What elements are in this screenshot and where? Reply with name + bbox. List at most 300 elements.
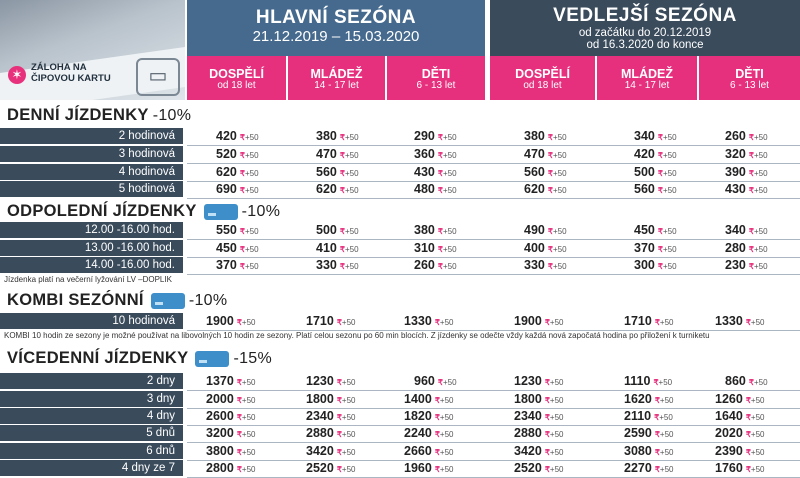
chip-card-icon: ₹ xyxy=(336,396,342,405)
chip-fee-value: +50 xyxy=(442,186,457,195)
chip-card-icon: ₹ xyxy=(748,378,754,387)
row-label xyxy=(0,460,183,476)
chip-fee xyxy=(438,227,457,236)
price-cell xyxy=(404,444,453,458)
price-cell xyxy=(524,165,567,179)
price-value: 620 xyxy=(316,182,337,196)
chip-card-icon xyxy=(204,204,238,220)
chip-fee-value: +50 xyxy=(753,227,768,236)
price-value: 1800 xyxy=(514,392,542,406)
price-cell xyxy=(414,374,457,388)
chip-fee-value: +50 xyxy=(442,151,457,160)
chip-card-icon: ₹ xyxy=(544,378,550,387)
chip-card-icon: ₹ xyxy=(745,430,751,439)
chip-fee xyxy=(545,465,564,474)
row-label-text: 4 hodinová xyxy=(118,166,175,178)
chip-fee xyxy=(654,413,673,422)
chip-fee-value: +50 xyxy=(442,227,457,236)
chip-fee xyxy=(438,133,457,142)
chip-fee-value: +50 xyxy=(659,448,674,457)
chip-card-icon: ₹ xyxy=(239,169,245,178)
chip-fee xyxy=(240,245,259,254)
chip-card-icon: ₹ xyxy=(547,169,553,178)
chip-card-icon: ₹ xyxy=(547,151,553,160)
chip-card-icon: ₹ xyxy=(657,245,663,254)
chip-fee xyxy=(240,151,259,160)
price-cell xyxy=(216,165,259,179)
price-cell xyxy=(316,258,359,272)
chip-fee xyxy=(749,245,768,254)
price-cell xyxy=(514,409,563,423)
section-title: VÍCEDENNÍ JÍZDENKY xyxy=(7,349,189,367)
price-value: 1330 xyxy=(404,314,432,328)
price-cell xyxy=(524,223,567,237)
chip-card-icon: ₹ xyxy=(547,227,553,236)
chip-card-icon: ₹ xyxy=(654,448,660,457)
chip-fee xyxy=(545,430,564,439)
chip-fee xyxy=(655,430,674,439)
price-value: 2520 xyxy=(306,461,334,475)
section-note: Jízdenka platí na večerní lyžování LV –DOPLIK xyxy=(4,275,172,284)
category-header xyxy=(597,56,697,100)
row-label xyxy=(0,181,183,197)
price-value: 2660 xyxy=(404,444,432,458)
chip-card-icon: ₹ xyxy=(654,396,660,405)
deposit-text: ZÁLOHA NA ČIPOVOU KARTU xyxy=(31,62,111,84)
price-value: 230 xyxy=(725,258,746,272)
chip-fee-value: +50 xyxy=(662,227,677,236)
chip-card-icon: ₹ xyxy=(544,430,550,439)
chip-fee xyxy=(337,465,356,474)
chip-fee-value: +50 xyxy=(662,262,677,271)
chip-fee xyxy=(658,245,677,254)
chip-card-icon: ₹ xyxy=(434,413,440,422)
price-value: 2270 xyxy=(624,461,652,475)
price-value: 370 xyxy=(634,241,655,255)
price-cell xyxy=(725,223,768,237)
chip-fee xyxy=(655,465,674,474)
row-divider xyxy=(187,390,800,391)
price-value: 450 xyxy=(216,241,237,255)
price-cell xyxy=(725,241,768,255)
price-cell xyxy=(316,241,359,255)
section-header xyxy=(7,106,191,125)
price-value: 860 xyxy=(725,374,746,388)
chip-fee xyxy=(749,169,768,178)
chip-fee xyxy=(746,413,765,422)
price-cell xyxy=(524,241,567,255)
chip-card-icon: ₹ xyxy=(544,448,550,457)
row-label xyxy=(0,146,183,162)
chip-card-icon: ₹ xyxy=(339,186,345,195)
side-season-dates-2: od 16.3.2020 do konce xyxy=(586,39,704,51)
row-label-text: 3 hodinová xyxy=(118,148,175,160)
price-value: 2600 xyxy=(206,409,234,423)
chip-card-icon: ₹ xyxy=(236,413,242,422)
price-value: 320 xyxy=(725,147,746,161)
chip-fee xyxy=(749,133,768,142)
chip-fee xyxy=(545,396,564,405)
chip-card-icon: ₹ xyxy=(547,262,553,271)
chip-fee xyxy=(340,169,359,178)
chip-card-icon: ₹ xyxy=(745,396,751,405)
price-value: 1960 xyxy=(404,461,432,475)
chip-fee-value: +50 xyxy=(241,413,256,422)
price-cell xyxy=(404,461,453,475)
chip-card-icon: ₹ xyxy=(748,245,754,254)
price-cell xyxy=(206,426,255,440)
price-cell xyxy=(725,147,768,161)
chip-fee-value: +50 xyxy=(344,133,359,142)
price-cell xyxy=(514,392,563,406)
price-cell xyxy=(216,258,259,272)
chip-fee xyxy=(340,262,359,271)
chip-card-icon: ₹ xyxy=(547,186,553,195)
chip-fee xyxy=(340,245,359,254)
chip-fee xyxy=(545,378,564,387)
price-value: 560 xyxy=(524,165,545,179)
chip-fee-value: +50 xyxy=(442,378,457,387)
chip-card-icon: ₹ xyxy=(544,465,550,474)
category-age: 14 - 17 let xyxy=(314,80,359,91)
chip-fee-value: +50 xyxy=(549,465,564,474)
price-cell xyxy=(715,426,764,440)
chip-fee-value: +50 xyxy=(549,318,564,327)
chip-fee-value: +50 xyxy=(244,227,259,236)
chip-card-icon: ₹ xyxy=(437,245,443,254)
price-value: 1400 xyxy=(404,392,432,406)
price-cell xyxy=(414,258,457,272)
chip-card-icon: ₹ xyxy=(336,413,342,422)
price-value: 1110 xyxy=(624,374,651,388)
chip-card-icon: ₹ xyxy=(547,133,553,142)
price-cell xyxy=(524,129,567,143)
chip-fee-value: +50 xyxy=(344,186,359,195)
chip-card-icon: ₹ xyxy=(748,133,754,142)
chip-fee-value: +50 xyxy=(750,430,765,439)
chip-fee-value: +50 xyxy=(750,413,765,422)
chip-fee-value: +50 xyxy=(659,413,673,422)
chip-card-icon: ₹ xyxy=(654,465,660,474)
chip-fee-value: +50 xyxy=(244,133,259,142)
chip-fee xyxy=(548,169,567,178)
chip-fee xyxy=(240,262,259,271)
category-age: od 18 let xyxy=(217,80,256,91)
chip-fee-value: +50 xyxy=(662,151,677,160)
chip-fee xyxy=(548,186,567,195)
chip-fee-value: +50 xyxy=(442,133,457,142)
row-label xyxy=(0,373,183,389)
price-cell xyxy=(404,426,453,440)
chip-fee-value: +50 xyxy=(241,318,256,327)
chip-card-icon xyxy=(195,351,229,367)
chip-fee-value: +50 xyxy=(439,430,454,439)
chip-fee-value: +50 xyxy=(753,262,768,271)
chip-card-icon: ₹ xyxy=(748,262,754,271)
chip-fee xyxy=(655,396,674,405)
row-divider xyxy=(187,181,800,182)
chip-card-icon: ₹ xyxy=(434,396,440,405)
row-label xyxy=(0,408,183,424)
price-value: 430 xyxy=(725,182,746,196)
price-value: 450 xyxy=(634,223,655,237)
chip-fee-value: +50 xyxy=(753,133,768,142)
price-cell xyxy=(306,426,355,440)
chip-card-icon: ₹ xyxy=(339,133,345,142)
side-season-header xyxy=(490,0,800,56)
chip-fee xyxy=(749,186,768,195)
price-cell xyxy=(316,147,359,161)
section-discount: -10% xyxy=(241,202,281,220)
price-value: 400 xyxy=(524,241,545,255)
chip-fee-value: +50 xyxy=(244,186,259,195)
price-value: 3080 xyxy=(624,444,652,458)
chip-fee xyxy=(655,318,674,327)
chip-fee-value: +50 xyxy=(552,151,567,160)
price-value: 2520 xyxy=(514,461,542,475)
chip-fee xyxy=(337,378,356,387)
chip-card-icon: ₹ xyxy=(339,169,345,178)
section-title: ODPOLEDNÍ JÍZDENKY xyxy=(7,202,197,220)
price-cell xyxy=(725,374,768,388)
category-age: od 18 let xyxy=(523,80,562,91)
price-value: 620 xyxy=(216,165,237,179)
price-value: 470 xyxy=(316,147,337,161)
chip-fee xyxy=(438,151,457,160)
chip-fee xyxy=(337,318,356,327)
row-label-text: 4 dny ze 7 xyxy=(121,462,175,474)
price-value: 550 xyxy=(216,223,237,237)
chip-fee-value: +50 xyxy=(244,245,259,254)
price-value: 1900 xyxy=(206,314,234,328)
section-discount: -15% xyxy=(233,349,272,367)
chip-fee xyxy=(655,448,674,457)
price-cell xyxy=(514,444,563,458)
chip-fee-value: +50 xyxy=(244,151,259,160)
price-value: 3420 xyxy=(306,444,334,458)
chip-fee-value: +50 xyxy=(439,465,454,474)
chip-card-icon: ₹ xyxy=(336,318,342,327)
price-value: 480 xyxy=(414,182,435,196)
price-cell xyxy=(404,392,453,406)
chip-card-icon: ₹ xyxy=(657,133,663,142)
chip-fee-value: +50 xyxy=(552,262,567,271)
row-label xyxy=(0,164,183,180)
price-cell xyxy=(216,223,259,237)
price-value: 280 xyxy=(725,241,746,255)
chip-card-icon: ₹ xyxy=(657,151,663,160)
chip-card-icon: ₹ xyxy=(654,318,660,327)
price-value: 2000 xyxy=(206,392,234,406)
chip-card-icon: ₹ xyxy=(236,318,242,327)
chip-fee-value: +50 xyxy=(241,430,256,439)
price-value: 410 xyxy=(316,241,337,255)
chip-fee-value: +50 xyxy=(244,169,259,178)
category-header xyxy=(288,56,385,100)
chip-fee-value: +50 xyxy=(549,378,564,387)
price-cell xyxy=(634,223,677,237)
price-cell xyxy=(306,409,355,423)
chip-card-icon: ₹ xyxy=(236,396,242,405)
section-discount: -10% xyxy=(188,291,228,309)
chip-fee xyxy=(658,133,677,142)
category-header xyxy=(387,56,485,100)
row-divider xyxy=(187,145,800,146)
chip-fee xyxy=(337,396,356,405)
price-value: 560 xyxy=(316,165,337,179)
chip-fee xyxy=(240,169,259,178)
chip-card-icon: ₹ xyxy=(336,378,342,387)
category-age: 6 - 13 let xyxy=(416,80,456,91)
row-label-text: 13.00 -16.00 hod. xyxy=(84,242,175,254)
chip-fee-value: +50 xyxy=(552,169,567,178)
chip-card-icon: ₹ xyxy=(236,378,242,387)
price-cell xyxy=(316,165,359,179)
chip-card-icon: ₹ xyxy=(339,227,345,236)
price-cell xyxy=(414,147,457,161)
price-value: 2340 xyxy=(514,409,542,423)
chip-card-icon: ₹ xyxy=(657,186,663,195)
row-label xyxy=(0,313,183,329)
price-cell xyxy=(316,223,359,237)
category-name: DĚTI xyxy=(421,67,451,81)
chip-fee xyxy=(653,378,672,387)
category-header xyxy=(699,56,800,100)
chip-fee xyxy=(337,430,356,439)
category-name: DOSPĚLÍ xyxy=(209,67,264,81)
chip-fee-value: +50 xyxy=(549,430,564,439)
chip-card-icon: ₹ xyxy=(437,186,443,195)
price-cell xyxy=(715,444,764,458)
chip-fee xyxy=(548,151,567,160)
price-cell xyxy=(624,426,673,440)
chip-fee-value: +50 xyxy=(753,186,768,195)
section-discount: -10% xyxy=(152,106,192,124)
chip-card-icon: ₹ xyxy=(745,465,751,474)
chip-fee-value: +50 xyxy=(241,448,256,457)
chip-card-icon: ₹ xyxy=(239,262,245,271)
row-label xyxy=(0,443,183,459)
chip-card-icon: ₹ xyxy=(336,430,342,439)
price-cell xyxy=(216,182,259,196)
row-label-text: 12.00 -16.00 hod. xyxy=(84,224,175,236)
chip-fee-value: +50 xyxy=(439,396,454,405)
price-value: 3800 xyxy=(206,444,234,458)
row-label xyxy=(0,425,183,441)
section-header xyxy=(7,202,280,221)
price-cell xyxy=(206,374,255,388)
price-value: 520 xyxy=(216,147,237,161)
chip-fee xyxy=(438,262,457,271)
price-value: 290 xyxy=(414,129,435,143)
price-cell xyxy=(414,182,457,196)
price-value: 370 xyxy=(216,258,237,272)
row-divider xyxy=(187,239,800,240)
price-value: 1260 xyxy=(715,392,743,406)
chip-fee-value: +50 xyxy=(341,430,356,439)
chip-card-icon: ₹ xyxy=(434,448,440,457)
price-cell xyxy=(414,223,457,237)
row-divider xyxy=(187,163,800,164)
category-name: MLÁDEŽ xyxy=(310,67,363,81)
chip-fee xyxy=(438,245,457,254)
main-season-header xyxy=(187,0,485,56)
chip-fee-value: +50 xyxy=(442,245,457,254)
price-value: 500 xyxy=(316,223,337,237)
chip-fee xyxy=(435,448,454,457)
price-value: 1800 xyxy=(306,392,334,406)
chip-fee-value: +50 xyxy=(244,262,259,271)
chip-fee xyxy=(545,318,564,327)
chip-fee xyxy=(548,262,567,271)
price-cell xyxy=(725,258,768,272)
price-cell xyxy=(216,147,259,161)
price-value: 420 xyxy=(634,147,655,161)
row-label xyxy=(0,240,183,256)
chip-card-icon: ₹ xyxy=(236,448,242,457)
row-label-text: 4 dny xyxy=(146,410,175,422)
chip-fee xyxy=(435,465,454,474)
chip-card-icon: ₹ xyxy=(653,378,659,387)
price-value: 2390 xyxy=(715,444,743,458)
chip-fee xyxy=(749,227,768,236)
chip-card-icon: ₹ xyxy=(544,318,550,327)
chip-fee xyxy=(746,318,765,327)
side-season-dates-1: od začátku do 20.12.2019 xyxy=(578,27,712,39)
price-value: 330 xyxy=(524,258,545,272)
price-cell xyxy=(514,426,563,440)
price-value: 310 xyxy=(414,241,435,255)
row-divider xyxy=(187,408,800,409)
chip-fee-value: +50 xyxy=(241,396,256,405)
chip-card-icon: ₹ xyxy=(745,448,751,457)
chip-fee xyxy=(658,262,677,271)
price-cell xyxy=(514,314,563,328)
price-cell xyxy=(624,444,673,458)
price-value: 330 xyxy=(316,258,337,272)
row-label-text: 14.00 -16.00 hod. xyxy=(84,259,175,271)
chip-card-icon: ₹ xyxy=(748,186,754,195)
price-cell xyxy=(306,392,355,406)
chip-fee xyxy=(240,227,259,236)
chip-fee-value: +50 xyxy=(552,245,567,254)
section-title: DENNÍ JÍZDENKY xyxy=(7,106,149,124)
price-cell xyxy=(404,409,453,423)
side-season-title: VEDLEJŠÍ SEZÓNA xyxy=(553,5,737,26)
price-value: 2880 xyxy=(306,426,334,440)
price-cell xyxy=(206,392,255,406)
chip-fee xyxy=(658,227,677,236)
chip-card-icon: ₹ xyxy=(437,378,443,387)
row-label-text: 6 dnů xyxy=(146,445,175,457)
price-value: 430 xyxy=(414,165,435,179)
chip-fee xyxy=(658,186,677,195)
price-value: 390 xyxy=(725,165,746,179)
chip-card-icon: ₹ xyxy=(657,227,663,236)
price-cell xyxy=(524,147,567,161)
chip-fee xyxy=(237,430,256,439)
price-cell xyxy=(306,374,355,388)
price-cell xyxy=(306,461,355,475)
chip-fee xyxy=(237,465,256,474)
chip-fee xyxy=(749,262,768,271)
chip-fee-value: +50 xyxy=(662,186,677,195)
row-divider xyxy=(187,425,800,426)
chip-fee-value: +50 xyxy=(344,227,359,236)
chip-fee-value: +50 xyxy=(439,448,454,457)
chip-fee xyxy=(240,133,259,142)
chip-fee-value: +50 xyxy=(341,318,356,327)
